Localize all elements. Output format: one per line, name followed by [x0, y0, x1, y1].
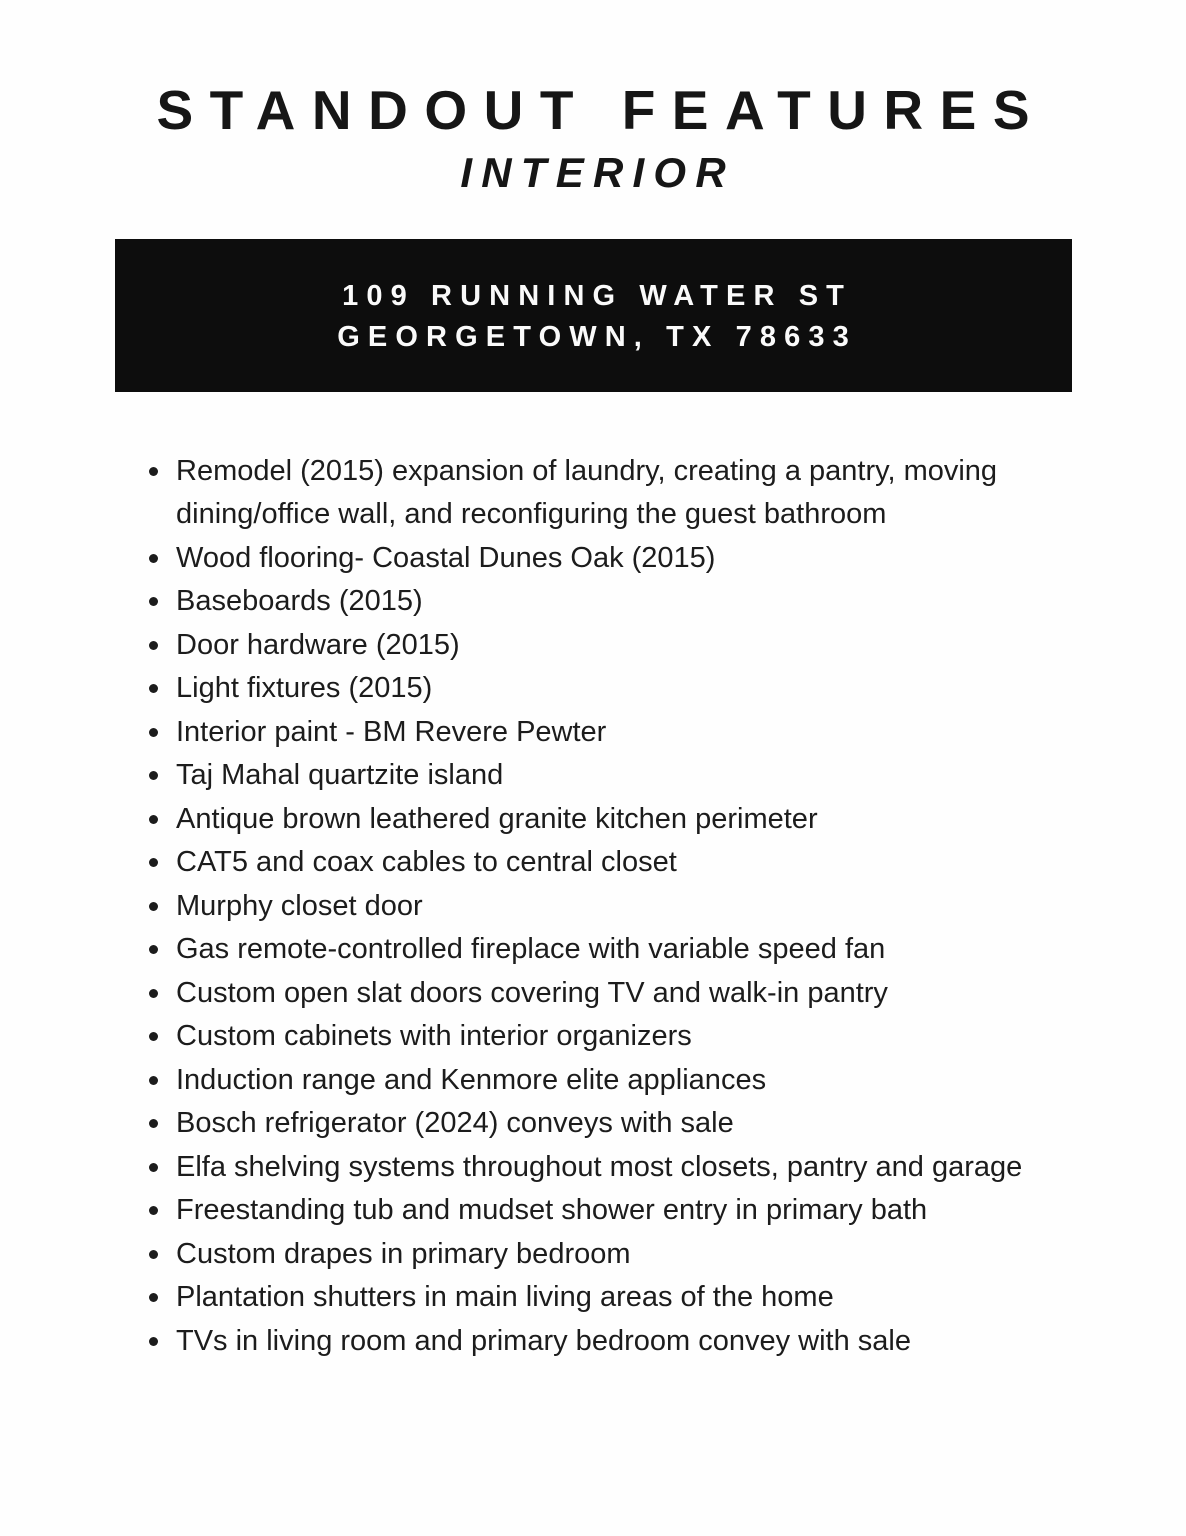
address-banner — [115, 239, 1072, 392]
list-item — [176, 1015, 1028, 1059]
list-item — [176, 1320, 1028, 1364]
page-header — [0, 0, 1186, 197]
address-line-street: 109 RUNNING WATER ST — [342, 279, 852, 312]
list-item-text: Bosch refrigerator (2024) conveys with sale — [176, 1107, 734, 1140]
list-item-text: CAT5 and coax cables to central closet — [176, 846, 677, 879]
page-title: STANDOUT FEATURES — [156, 79, 1047, 141]
list-item — [176, 1276, 1028, 1320]
list-item — [176, 1189, 1028, 1233]
list-item — [176, 711, 1028, 755]
list-item — [176, 798, 1028, 842]
list-item-text: Light fixtures (2015) — [176, 672, 433, 705]
page-subtitle: INTERIOR — [460, 148, 735, 196]
list-item-text: Plantation shutters in main living areas of the home — [176, 1281, 834, 1314]
list-item-text: Taj Mahal quartzite island — [176, 759, 504, 792]
list-item — [176, 537, 1028, 581]
list-item-text: Custom open slat doors covering TV and walk-in pantry — [176, 976, 888, 1009]
list-item-text: Elfa shelving systems throughout most closets, pantry and garage — [176, 1150, 1023, 1183]
list-item — [176, 1233, 1028, 1277]
list-item — [176, 928, 1028, 972]
list-item — [176, 841, 1028, 885]
features-list — [176, 450, 1028, 1364]
list-item-text: Custom cabinets with interior organizers — [176, 1020, 692, 1053]
list-item — [176, 1102, 1028, 1146]
list-item-text: TVs in living room and primary bedroom convey with sale — [176, 1324, 911, 1357]
list-item-text: Remodel (2015) expansion of laundry, creating a pantry, moving dining/office wall, and reconfiguring the guest bathroom — [176, 454, 998, 531]
list-item-text: Freestanding tub and mudset shower entry in primary bath — [176, 1194, 928, 1227]
list-item-text: Murphy closet door — [176, 889, 423, 922]
list-item — [176, 885, 1028, 929]
list-item — [176, 754, 1028, 798]
list-item-text: Custom drapes in primary bedroom — [176, 1237, 631, 1270]
list-item — [176, 1146, 1028, 1190]
list-item-text: Induction range and Kenmore elite appliances — [176, 1063, 767, 1096]
list-item-text: Interior paint - BM Revere Pewter — [176, 715, 607, 748]
list-item — [176, 624, 1028, 668]
list-item — [176, 1059, 1028, 1103]
list-item — [176, 450, 1028, 537]
list-item-text: Gas remote-controlled fireplace with variable speed fan — [176, 933, 886, 966]
list-item — [176, 667, 1028, 711]
list-item-text: Antique brown leathered granite kitchen perimeter — [176, 802, 818, 835]
list-item-text: Wood flooring- Coastal Dunes Oak (2015) — [176, 541, 716, 574]
list-item — [176, 580, 1028, 624]
address-line-city: GEORGETOWN, TX 78633 — [337, 320, 857, 353]
list-item-text: Door hardware (2015) — [176, 628, 460, 661]
list-item-text: Baseboards (2015) — [176, 585, 423, 618]
list-item — [176, 972, 1028, 1016]
